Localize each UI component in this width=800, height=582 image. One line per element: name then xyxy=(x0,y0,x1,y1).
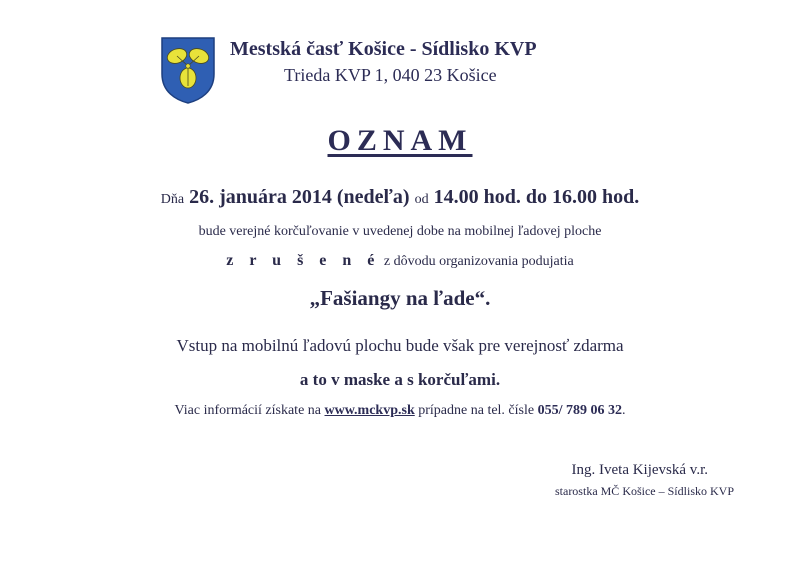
cancel-reason: z dôvodu organizovania podujatia xyxy=(383,254,574,269)
organization-address: Trieda KVP 1, 040 23 Košice xyxy=(284,65,497,85)
notice-title: OZNAM xyxy=(327,124,473,157)
website-link[interactable]: www.mckvp.sk xyxy=(324,403,415,418)
organization-name: Mestská časť Košice - Sídlisko KVP xyxy=(230,38,537,60)
event-date: 26. januára 2014 (nedeľa) xyxy=(189,186,410,208)
kvp-coat-of-arms-icon xyxy=(160,36,216,104)
info-line xyxy=(0,403,800,419)
mask-line: a to v maske a s korčuľami. xyxy=(299,370,501,389)
info-middle: prípadne na tel. čísle xyxy=(418,403,535,418)
signature-block xyxy=(555,462,734,499)
event-name: „Fašiangy na ľade“. xyxy=(309,286,491,310)
signatory-title: starostka MČ Košice – Sídlisko KVP xyxy=(554,484,734,498)
date-prefix: Dňa xyxy=(160,192,185,207)
phone-number: 055/ 789 06 32 xyxy=(537,403,622,418)
cancelled-word: z r u š e n é xyxy=(226,252,381,269)
info-suffix: . xyxy=(621,403,626,418)
organization-block xyxy=(230,36,537,86)
letterhead xyxy=(160,36,537,104)
time-from-prefix: od xyxy=(414,192,429,207)
info-prefix: Viac informácií získate na xyxy=(174,403,321,418)
event-time-range: 14.00 hod. do 16.00 hod. xyxy=(433,186,640,208)
signatory-name: Ing. Iveta Kijevská v.r. xyxy=(571,462,708,478)
cancellation-line xyxy=(0,252,800,270)
skating-line: bude verejné korčuľovanie v uvedenej dobe na mobilnej ľadovej ploche xyxy=(198,224,602,239)
event-date-line xyxy=(0,186,800,209)
entry-line: Vstup na mobilnú ľadovú plochu bude však pre verejnosť zdarma xyxy=(176,336,624,355)
